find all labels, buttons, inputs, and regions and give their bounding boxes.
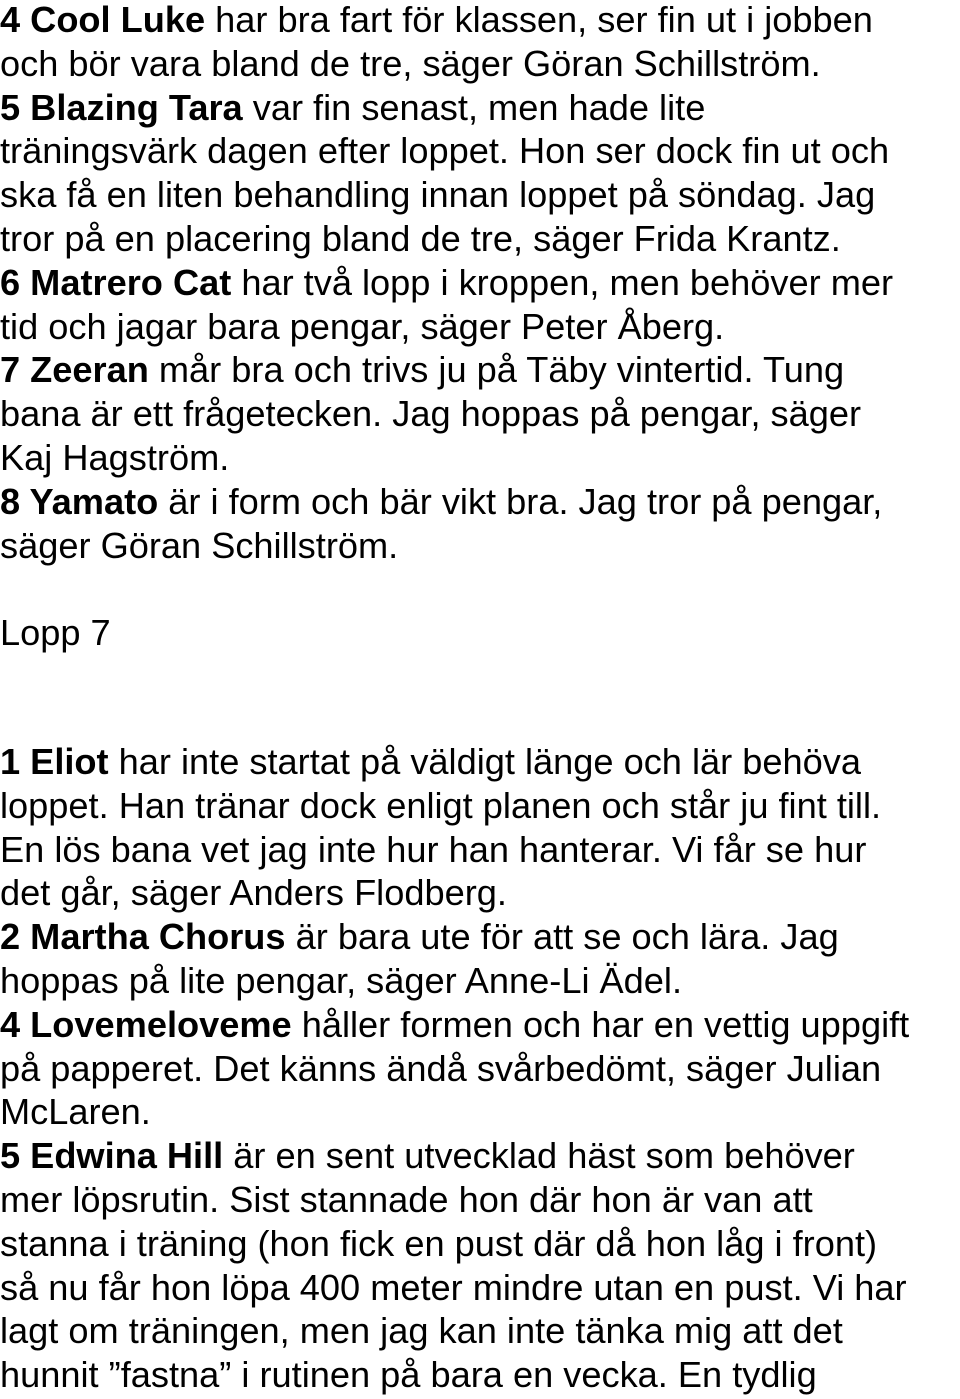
comment-text: mer löpsrutin. Sist stannade hon där hon är van att [0,1178,813,1220]
horse-name: 8 Yamato [0,480,159,522]
race-heading: Lopp 7 [0,612,111,653]
comment-text: har bra fart för klassen, ser fin ut i jobben [205,0,873,40]
comment-text: och bör vara bland de tre, säger Göran Schillström. [0,42,821,84]
comment-text: Kaj Hagström. [0,436,230,478]
comment-text: så nu får hon löpa 400 meter mindre utan en pust. Vi har [0,1266,907,1308]
comment-text: är i form och bär vikt bra. Jag tror på pengar, [158,480,883,522]
horse-name: 5 Blazing Tara [0,86,243,128]
comment-text: på papperet. Det känns ändå svårbedömt, säger Julian [0,1047,882,1089]
comment-text: stanna i träning (hon fick en pust där då hon låg i front) [0,1222,878,1264]
horse-name: 1 Eliot [0,741,109,782]
entry-edwina-hill [0,1134,909,1397]
comment-text: är bara ute för att se och lära. Jag [285,916,839,958]
comment-text: det går, säger Anders Flodberg. [0,872,507,914]
comment-text: har inte startat på väldigt länge och lär behöva [108,741,861,782]
entry-blazing-tara [0,86,893,261]
comment-text: bana är ett frågetecken. Jag hoppas på pengar, säger [0,393,862,435]
comment-text: ska få en liten behandling innan loppet på söndag. Jag [0,174,876,216]
comment-text: mår bra och trivs ju på Täby vintertid. Tung [148,349,845,391]
horse-name: 2 Martha Chorus [0,916,286,958]
entry-zeeran [0,348,893,479]
race-7-comments [0,740,909,1397]
horse-name: 7 Zeeran [0,349,149,391]
comment-text: En lös bana vet jag inte hur han hanterar. Vi får se hur [0,828,867,870]
comment-text: tid och jagar bara pengar, säger Peter Åberg. [0,305,725,347]
comment-text: håller formen och har en vettig uppgift [291,1003,910,1045]
horse-name: 5 Edwina Hill [0,1135,224,1177]
entry-cool-luke [0,0,893,86]
entry-lovemeloveme [0,1003,909,1134]
comment-text: är en sent utvecklad häst som behöver [223,1135,855,1177]
horse-name: 4 Lovemeloveme [0,1003,292,1045]
race-6-comments [0,0,893,567]
comment-text: loppet. Han tränar dock enligt planen och står ju fint till. [0,784,882,826]
comment-text: var fin senast, men hade lite [242,86,706,128]
comment-text: tror på en placering bland de tre, säger Frida Krantz. [0,217,841,259]
comment-text: McLaren. [0,1091,151,1133]
comment-text: träningsvärk dagen efter loppet. Hon ser dock fin ut och [0,130,890,172]
entry-martha-chorus [0,915,909,1003]
comment-text: har två lopp i kroppen, men behöver mer [231,261,894,303]
entry-eliot [0,740,909,915]
horse-name: 6 Matrero Cat [0,261,232,303]
comment-text: hunnit ”fastna” i rutinen på bara en vecka. En tydlig [0,1354,817,1396]
horse-name: 4 Cool Luke [0,0,206,40]
comment-text: lagt om träningen, men jag kan inte tänka mig att det [0,1310,843,1352]
comment-text: säger Göran Schillström. [0,524,399,566]
entry-yamato [0,480,893,568]
comment-text: hoppas på lite pengar, säger Anne-Li Ädel. [0,959,683,1001]
entry-matrero-cat [0,261,893,349]
